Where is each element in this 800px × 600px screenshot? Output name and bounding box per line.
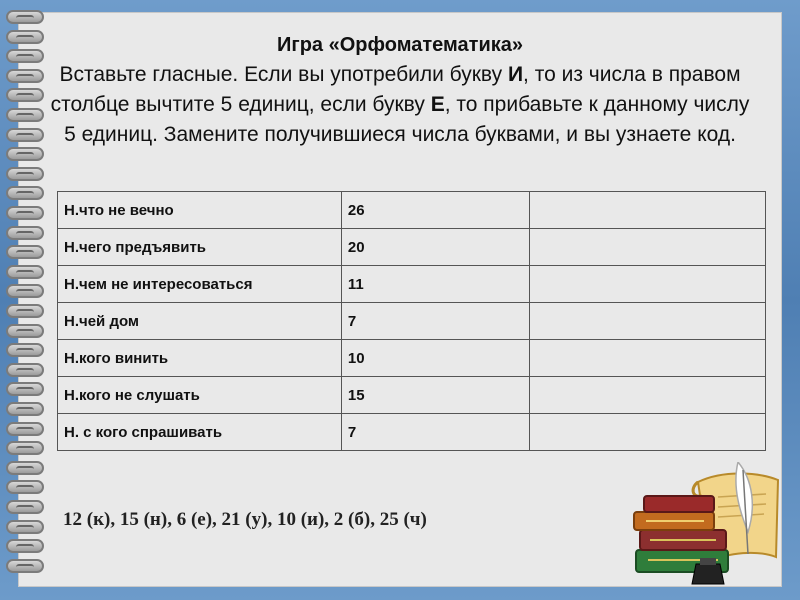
spiral-ring: [6, 108, 44, 122]
spiral-ring: [6, 324, 44, 338]
phrase-cell: Н. с кого спрашивать: [58, 414, 342, 451]
spiral-ring: [6, 343, 44, 357]
spiral-ring: [6, 128, 44, 142]
spiral-ring: [6, 500, 44, 514]
spiral-ring: [6, 480, 44, 494]
instructions-part-3: , то прибавьте к данному числу 5 единиц. Замените получившиеся числа буквами, и вы узнаете код.: [64, 93, 750, 146]
answer-cell[interactable]: [529, 192, 765, 229]
answer-cell[interactable]: [529, 303, 765, 340]
table-row: [58, 192, 766, 229]
answer-cell[interactable]: [529, 340, 765, 377]
spiral-ring: [6, 167, 44, 181]
spiral-ring: [6, 30, 44, 44]
number-cell: 11: [341, 266, 529, 303]
books-scroll-quill-illustration: [628, 462, 788, 587]
spiral-ring: [6, 402, 44, 416]
words-table: [57, 191, 766, 451]
instructions-part-2: , то из числа в правом столбце вычтите 5 единиц, если букву: [50, 63, 741, 116]
spiral-ring: [6, 363, 44, 377]
answer-cell[interactable]: [529, 414, 765, 451]
number-cell: 7: [341, 414, 529, 451]
answer-cell[interactable]: [529, 266, 765, 303]
letter-i: И: [507, 63, 524, 86]
answer-cell[interactable]: [529, 229, 765, 266]
spiral-ring: [6, 422, 44, 436]
table-row: [58, 266, 766, 303]
number-cell: 20: [341, 229, 529, 266]
spiral-ring: [6, 304, 44, 318]
table-row: [58, 340, 766, 377]
spiral-ring: [6, 559, 44, 573]
number-cell: 7: [341, 303, 529, 340]
table-row: [58, 229, 766, 266]
table-row: [58, 303, 766, 340]
spiral-ring: [6, 10, 44, 24]
instructions-part-1: Вставьте гласные. Если вы употребили букву: [59, 63, 508, 86]
page-title: Игра «Орфоматематика»: [277, 34, 523, 56]
phrase-cell: Н.чей дом: [58, 303, 342, 340]
spiral-ring: [6, 520, 44, 534]
phrase-cell: Н.чем не интересоваться: [58, 266, 342, 303]
header: [50, 32, 750, 150]
phrase-cell: Н.кого винить: [58, 340, 342, 377]
spiral-ring: [6, 186, 44, 200]
spiral-ring: [6, 69, 44, 83]
phrase-cell: Н.чего предъявить: [58, 229, 342, 266]
spiral-ring: [6, 226, 44, 240]
table-row: [58, 414, 766, 451]
number-cell: 10: [341, 340, 529, 377]
number-cell: 26: [341, 192, 529, 229]
table-row: [58, 377, 766, 414]
code-key-text: 12 (к), 15 (н), 6 (е), 21 (у), 10 (и), 2 (б), 25 (ч): [63, 509, 427, 530]
spiral-ring: [6, 245, 44, 259]
spiral-ring: [6, 284, 44, 298]
spiral-ring: [6, 49, 44, 63]
phrase-cell: Н.что не вечно: [58, 192, 342, 229]
spiral-ring: [6, 539, 44, 553]
answer-cell[interactable]: [529, 377, 765, 414]
spiral-ring: [6, 88, 44, 102]
spiral-ring: [6, 265, 44, 279]
number-cell: 15: [341, 377, 529, 414]
spiral-ring: [6, 441, 44, 455]
spiral-ring: [6, 147, 44, 161]
instructions-text: [50, 60, 750, 150]
spiral-ring: [6, 382, 44, 396]
phrase-cell: Н.кого не слушать: [58, 377, 342, 414]
spiral-binding: [6, 10, 50, 590]
spiral-ring: [6, 461, 44, 475]
spiral-ring: [6, 206, 44, 220]
letter-e: Е: [430, 93, 445, 116]
